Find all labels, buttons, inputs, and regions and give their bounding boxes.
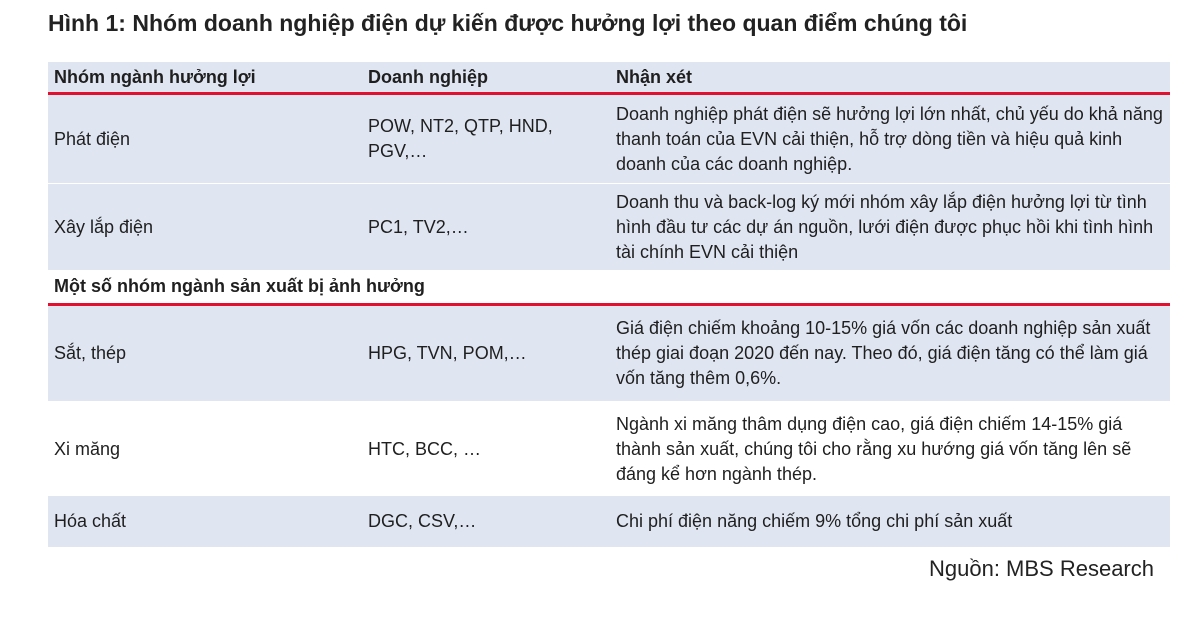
table-row [48,306,1170,402]
table-row [48,496,1170,547]
row-group: Phát điện [54,128,131,149]
header-companies: Doanh nghiệp [368,66,488,87]
row-companies: HTC, BCC, … [368,438,482,459]
row-group: Xây lắp điện [54,216,154,237]
source-note: Nguồn: MBS Research [929,556,1154,581]
figure-title: Hình 1: Nhóm doanh nghiệp điện dự kiến được hưởng lợi theo quan điểm chúng tôi [48,10,968,36]
table-row [48,402,1170,496]
section-title: Một số nhóm ngành sản xuất bị ảnh hưởng [54,276,425,296]
row-group: Xi măng [54,438,121,459]
table-row [48,184,1170,270]
row-comment: Giá điện chiếm khoảng 10-15% giá vốn các doanh nghiệp sản xuất thép giai đoạn 2020 đến nay. Theo đó, giá điện tăng có thể làm giá vốn tăng thêm 0,6%. [616,318,1151,388]
row-companies: DGC, CSV,… [368,511,477,531]
row-comment: Doanh thu và back-log ký mới nhóm xây lắp điện hưởng lợi từ tình hình đầu tư các dự án nguồn, lưới điện được phục hồi khi tình hình tài chính EVN cải thiện [616,191,1154,262]
row-group: Hóa chất [54,511,127,531]
header-group: Nhóm ngành hưởng lợi [54,66,256,87]
header-comment: Nhận xét [616,66,693,87]
table-row [48,95,1170,184]
row-comment: Chi phí điện năng chiếm 9% tổng chi phí sản xuất [616,511,1013,531]
benefit-table [48,62,1170,547]
row-comment: Doanh nghiệp phát điện sẽ hưởng lợi lớn nhất, chủ yếu do khả năng thanh toán của EVN cải thiện, hỗ trợ dòng tiền và hiệu quả kinh doanh của các doanh nghiệp. [616,103,1163,174]
section-header [48,270,1170,306]
table-header [48,62,1170,95]
row-companies: PC1, TV2,… [368,216,469,237]
row-group: Sắt, thép [54,343,127,363]
row-companies: HPG, TVN, POM,… [368,343,527,363]
row-companies: POW, NT2, QTP, HND, PGV,… [368,116,553,161]
row-comment: Ngành xi măng thâm dụng điện cao, giá điện chiếm 14-15% giá thành sản xuất, chúng tôi cho rằng xu hướng giá vốn tăng lên sẽ đáng kể hơn ngành thép. [616,413,1132,484]
